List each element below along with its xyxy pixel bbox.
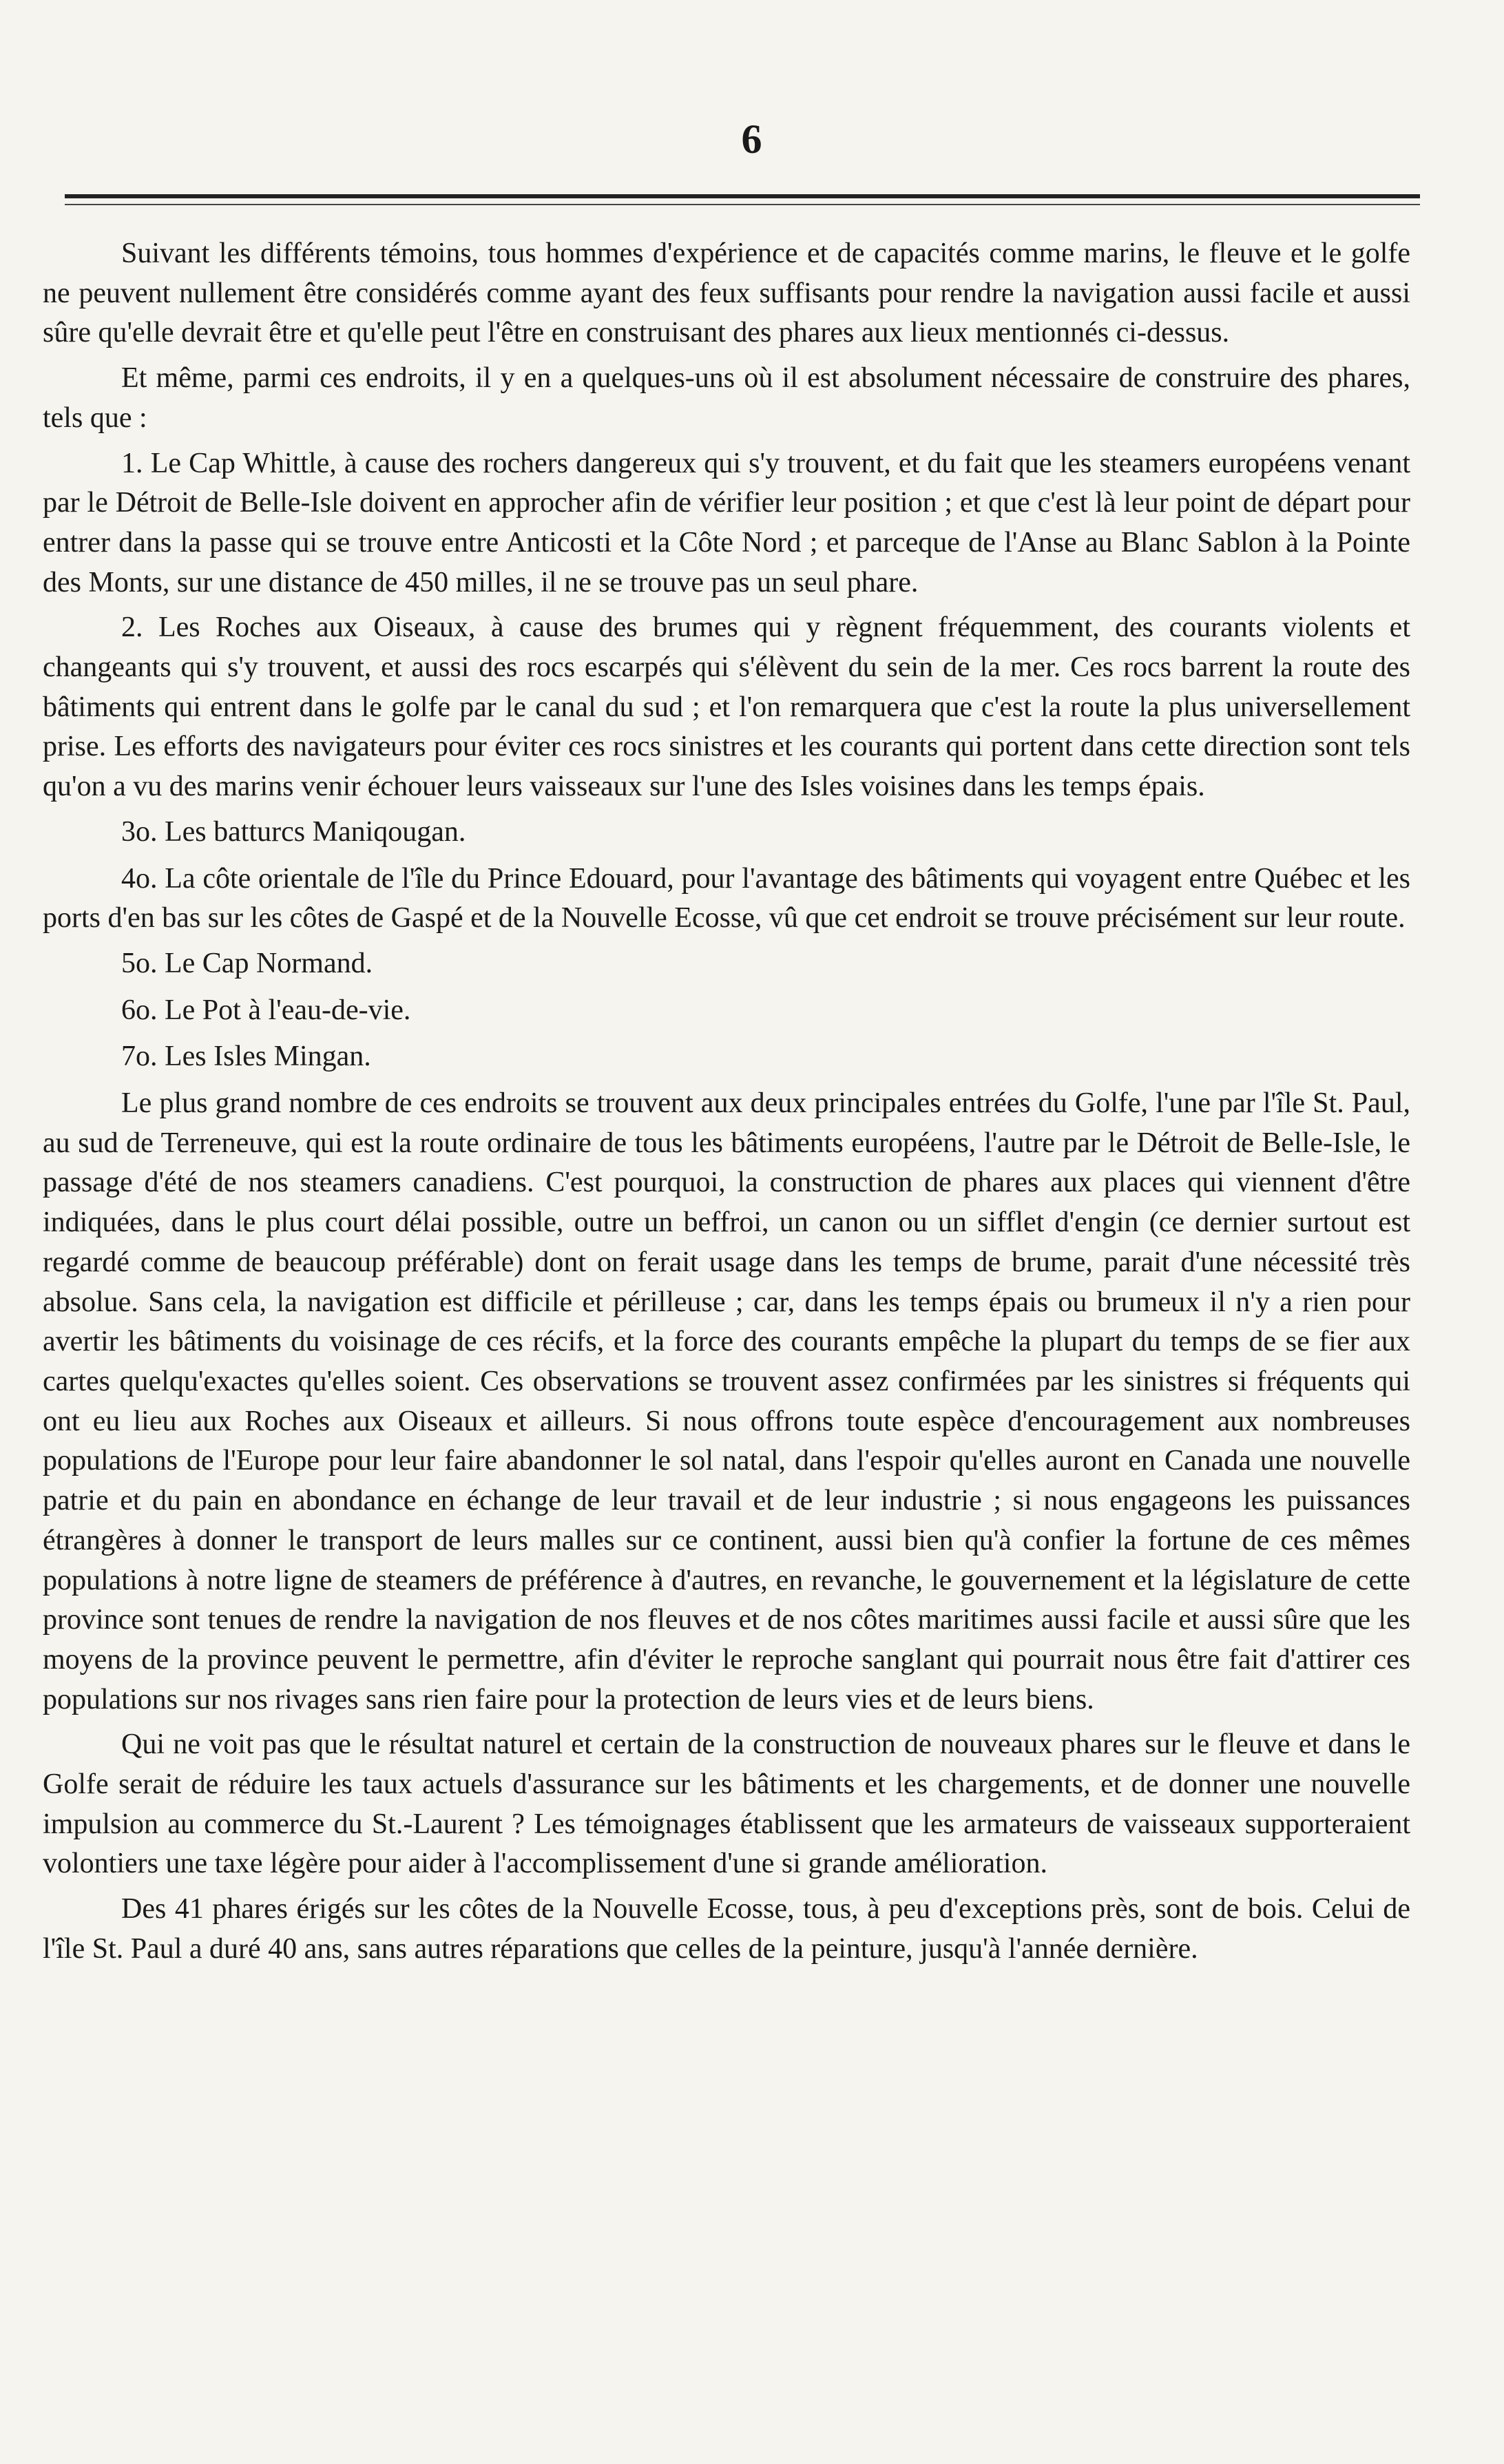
paragraph-insurance: Qui ne voit pas que le résultat naturel et certain de la construction de nouveaux phares sur le fleuve et dans le Golfe serait de réduire les taux actuels d'assurance sur les bâtiments et les chargements, et de donner une nouvelle impulsion au commerce du St.-Laurent ? Les témoignages établissent que les armateurs de vaisseaux supporteraient volontiers une taxe légère pour aider à l'accomplissement d'une si grande amélioration.	[43, 1729, 1410, 1880]
list-item-prince-edouard: 4o. La côte orientale de l'île du Prince Edouard, pour l'avantage des bâtiments qui voyagent entre Québec et les ports d'en bas sur les côtes de Gaspé et de la Nouvelle Ecosse, vû que cet endroit se trouve précisément sur leur route.	[43, 862, 1410, 935]
paragraph-main-argument: Le plus grand nombre de ces endroits se trouvent aux deux principales entrées du Golfe, l'une par l'île St. Paul, au sud de Terreneuve, qui est la route ordinaire de tous les bâtiments européens, l'autre par le Détroit de Belle-Isle, le passage d'été de nos steamers canadiens. C'est pourquoi, la construction de phares aux places qui viennent d'être indiquées, dans le plus court délai possible, outre un beffroi, un canon ou un sifflet d'engin (ce dernier surtout est regardé comme de beaucoup préférable) dont on ferait usage dans les temps de brume, parait d'une nécessité très absolue. Sans cela, la navigation est difficile et périlleuse ; car, dans les temps épais ou brumeux il n'y a rien pour avertir les bâtiments du voisinage de ces récifs, et la force des courants empêche la plupart du temps de se fier aux cartes quelqu'exactes qu'elles soient. Ces observations se trouvent assez confirmées par les sinistres si fréquents qui ont eu lieu aux Roches aux Oiseaux et ailleurs. Si nous offrons toute espèce d'encouragement aux nombreuses populations de l'Europe pour leur faire abandonner le sol natal, dans l'espoir qu'elles auront en Canada une nouvelle patrie et du pain en abondance en échange de leur travail et de leur industrie ; si nous engageons les puissances étrangères à donner le transport de leurs malles sur ce continent, aussi bien qu'à confier la fortune de ces mêmes populations à notre ligne de steamers de préférence à d'autres, en revanche, le gouvernement et la législature de cette province sont tenues de rendre la navigation de nos fleuves et de nos côtes maritimes aussi facile et aussi sûre que les moyens de la province peuvent le permettre, afin d'éviter le reproche sanglant qui pourrait nous être fait d'attirer ces populations sur nos rivages sans rien faire pour la protection de leurs vies et de leurs biens.	[43, 1087, 1410, 1715]
list-item-cap-whittle: 1. Le Cap Whittle, à cause des rochers dangereux qui s'y trouvent, et du fait que les steamers européens venant par le Détroit de Belle-Isle doivent en approcher afin de vérifier leur position ; et que c'est là leur point de départ pour entrer dans la passe qui se trouve entre Anticosti et la Côte Nord ; et parceque de l'Anse au Blanc Sablon à la Pointe des Monts, sur une distance de 450 milles, il ne se trouve pas un seul phare.	[43, 447, 1410, 598]
header-rule-thick	[65, 194, 1420, 198]
header-rule-thin	[65, 204, 1420, 205]
list-item-roches-aux-oiseaux: 2. Les Roches aux Oiseaux, à cause des brumes qui y règnent fréquemment, des courants violents et changeants qui s'y trouvent, et aussi des rocs escarpés qui s'élèvent du sein de la mer. Ces rocs barrent la route des bâtiments qui entrent dans le golfe par le canal du sud ; et l'on remarquera que c'est la route la plus universellement prise. Les efforts des navigateurs pour éviter ces rocs sinistres et les courants qui portent dans cette direction sont tels qu'on a vu des marins venir échouer leurs vaisseaux sur l'une des Isles voisines dans les temps épais.	[43, 612, 1410, 803]
list-item-cap-normand: 5o. Le Cap Normand.	[121, 947, 373, 979]
document-body	[43, 234, 1410, 1975]
list-item-isles-mingan: 7o. Les Isles Mingan.	[121, 1041, 371, 1073]
paragraph-nova-scotia: Des 41 phares érigés sur les côtes de la Nouvelle Ecosse, tous, à peu d'exceptions près, sont de bois. Celui de l'île St. Paul a duré 40 ans, sans autres réparations que celles de la peinture, jusqu'à l'année dernière.	[43, 1893, 1410, 1965]
paragraph-intro: Suivant les différents témoins, tous hommes d'expérience et de capacités comme marins, le fleuve et le golfe ne peuvent nullement être considérés comme ayant des feux suffisants pour rendre la navigation aussi facile et aussi sûre qu'elle devrait être et qu'elle peut l'être en construisant des phares aux lieux mentionnés ci-dessus.	[43, 238, 1410, 349]
paragraph-locations-intro: Et même, parmi ces endroits, il y en a quelques-uns où il est absolument nécessaire de construire des phares, tels que :	[43, 362, 1410, 434]
page-number: 6	[741, 116, 763, 162]
list-item-maniqougan: 3o. Les batturcs Maniqougan.	[121, 815, 466, 848]
list-item-pot-eau-de-vie: 6o. Le Pot à l'eau-de-vie.	[121, 994, 411, 1026]
